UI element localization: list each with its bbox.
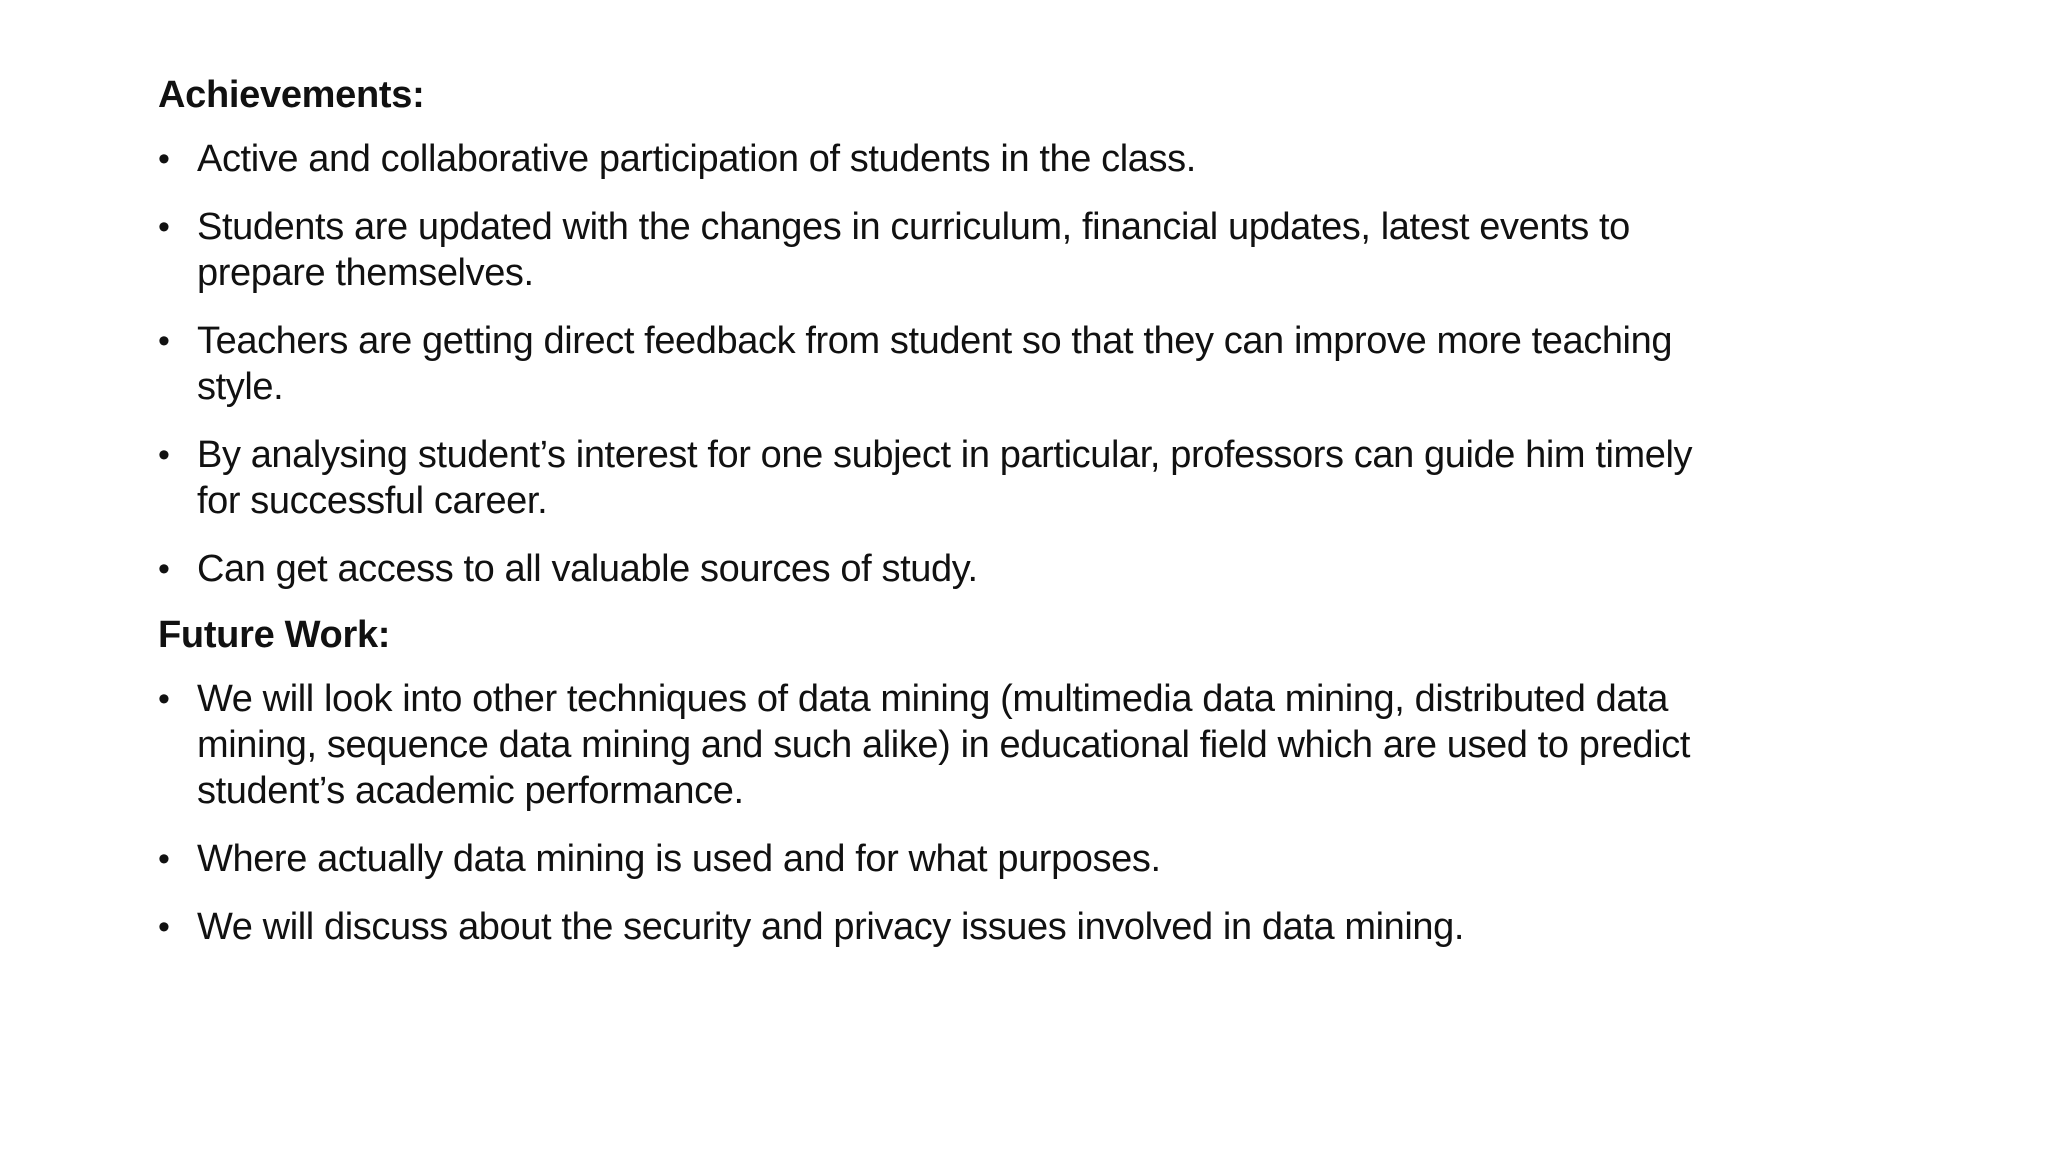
bullet-icon: • bbox=[158, 436, 170, 474]
bullet-text: Active and collaborative participation of students in the class. bbox=[197, 138, 1196, 180]
slide-content bbox=[158, 68, 1718, 972]
list-item bbox=[158, 204, 1718, 296]
bullet-text: Where actually data mining is used and for what purposes. bbox=[197, 838, 1161, 880]
bullet-icon: • bbox=[158, 140, 170, 178]
list-item bbox=[158, 546, 1718, 592]
bullet-icon: • bbox=[158, 680, 170, 718]
achievements-heading: Achievements: bbox=[158, 74, 425, 116]
list-item bbox=[158, 432, 1718, 524]
bullet-text: Teachers are getting direct feedback from student so that they can improve more teaching style. bbox=[197, 320, 1673, 408]
achievements-list bbox=[158, 136, 1718, 592]
bullet-text: By analysing student’s interest for one subject in particular, professors can guide him timely for successful career. bbox=[197, 434, 1693, 522]
bullet-icon: • bbox=[158, 550, 170, 588]
list-item bbox=[158, 904, 1718, 950]
bullet-icon: • bbox=[158, 208, 170, 246]
bullet-text: Can get access to all valuable sources of study. bbox=[197, 548, 978, 590]
list-item bbox=[158, 676, 1718, 814]
bullet-text: We will discuss about the security and privacy issues involved in data mining. bbox=[197, 906, 1465, 948]
bullet-icon: • bbox=[158, 840, 170, 878]
future-work-heading: Future Work: bbox=[158, 614, 391, 656]
bullet-text: We will look into other techniques of data mining (multimedia data mining, distributed data mining, sequence data mining and such alike) in educational field which are used to predict student’s academic performance. bbox=[197, 678, 1690, 812]
bullet-icon: • bbox=[158, 908, 170, 946]
list-item bbox=[158, 318, 1718, 410]
bullet-icon: • bbox=[158, 322, 170, 360]
bullet-text: Students are updated with the changes in curriculum, financial updates, latest events to prepare themselves. bbox=[197, 206, 1630, 294]
list-item bbox=[158, 136, 1718, 182]
future-work-list bbox=[158, 676, 1718, 950]
list-item bbox=[158, 836, 1718, 882]
